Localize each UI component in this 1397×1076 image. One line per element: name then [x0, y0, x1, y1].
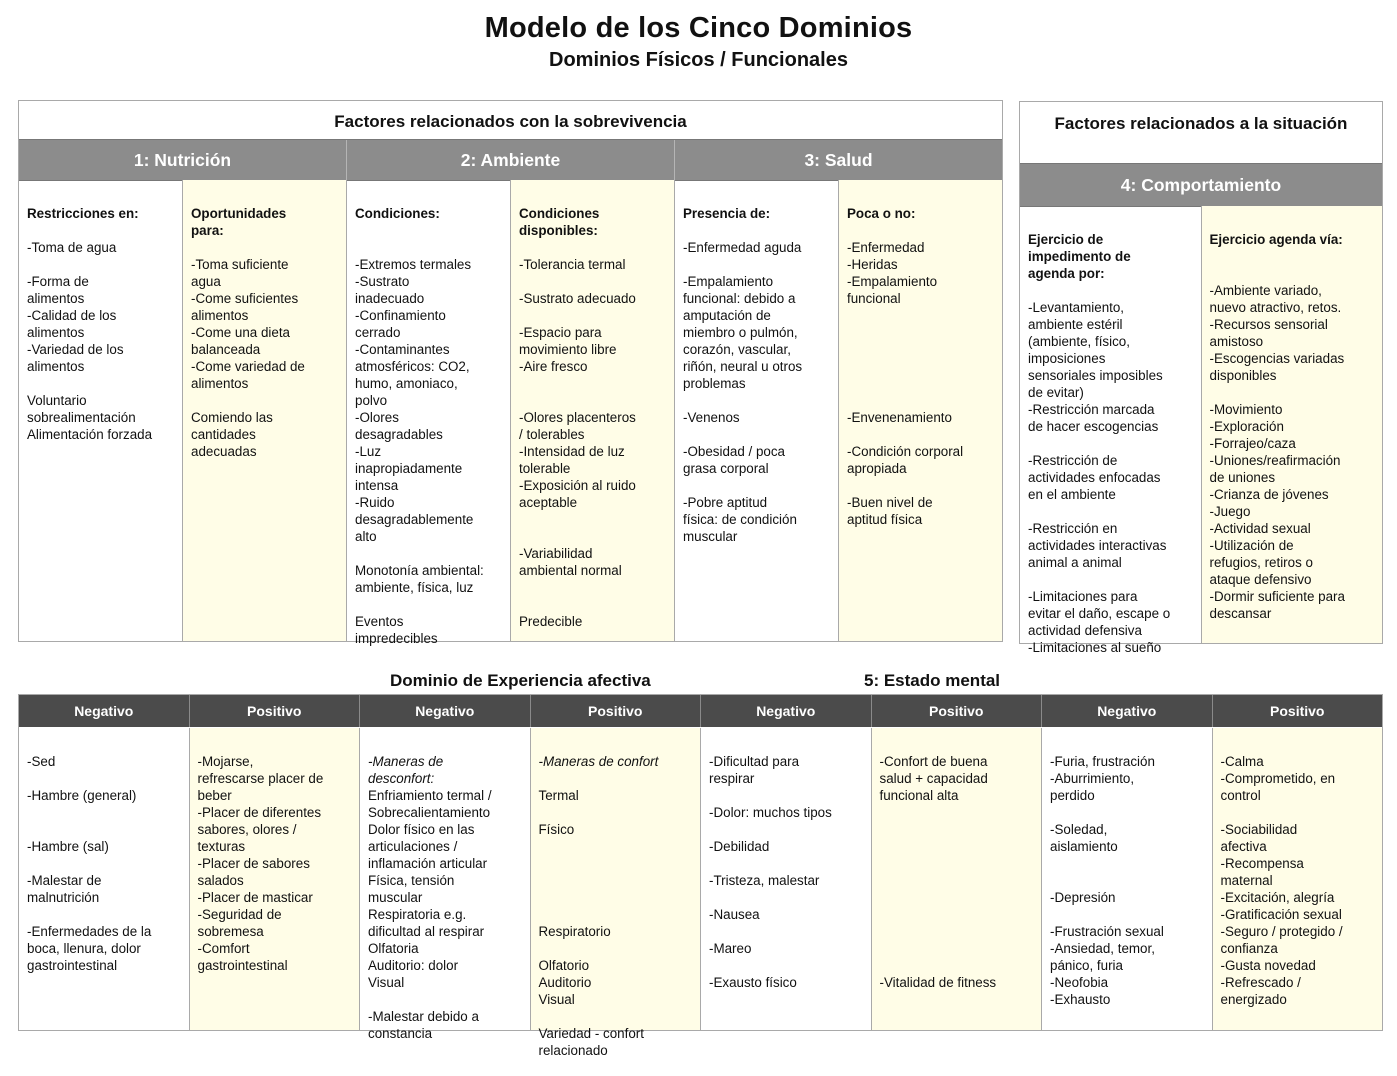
column-body: -Sed -Hambre (general) -Hambre (sal) -Malestar de malnutrición -Enfermedades de la boca, llenura, dolor gastrointestinal — [27, 754, 152, 973]
column-body: -Toma de agua -Forma de alimentos -Calidad de los alimentos -Variedad de los alimentos Voluntario sobrealimentación Alimentación forzada — [27, 240, 153, 442]
column-body: -Tolerancia termal -Sustrato adecuado -Espacio para movimiento libre -Aire fresco -Olores placenteros / tolerables -Intensidad de luz tolerable -Exposición al ruido aceptable -Variabilidad ambiental normal Predecible — [519, 257, 636, 629]
negative-header: Negativo — [700, 695, 871, 727]
affect-behavior-negative-col — [1041, 728, 1212, 1030]
affective-columns — [19, 728, 1382, 1058]
affect-environment-negative-col — [359, 728, 530, 1041]
column-body: -Enfermedad -Heridas -Empalamiento funcional -Envenenamiento -Condición corporal apropiada -Buen nivel de aptitud física — [847, 240, 964, 527]
column-header: Poca o no: — [847, 206, 916, 221]
survival-panel-title: Factores relacionados con la sobrevivencia — [334, 112, 687, 131]
nutrition-opportunities-col — [182, 180, 346, 641]
health-presence-col — [674, 180, 838, 641]
situation-columns — [1020, 206, 1382, 655]
mental-state-heading: 5: Estado mental — [864, 671, 1001, 690]
column-body: -Furia, frustración -Aburrimiento, perdido -Soledad, aislamiento -Depresión -Frustración sexual -Ansiedad, temor, pánico, furia -Neofobia -Exhausto — [1050, 754, 1164, 1007]
column-lead: -Maneras de confort — [538, 754, 659, 769]
situation-panel-title: Factores relacionados a la situación — [1054, 114, 1348, 133]
column-lead: -Maneras de desconfort: — [368, 754, 444, 786]
affect-nutrition-negative-col — [19, 728, 189, 1030]
page-title: Modelo de los Cinco Dominios — [484, 12, 913, 44]
column-body: -Enfermedad aguda -Empalamiento funcional: debido a amputación de miembro o pulmón, corazón, vascular, riñón, neural u otros problemas -Venenos -Obesidad / poca grasa corporal -Pobre aptitud física: de condición muscular — [683, 240, 803, 544]
column-body: -Extremos termales -Sustrato inadecuado -Confinamiento cerrado -Contaminantes atmosféricos: CO2, humo, amoniaco, polvo -Olores desagradables -Luz inapropiadamente intensa -Ruido desagradablemente alto Monotonía ambiental: ambiente, física, luz Eventos impredecibles — [355, 257, 484, 646]
positive-header: Positivo — [1212, 695, 1383, 727]
column-header: Condiciones disponibles: — [519, 206, 600, 238]
negative-header: Negativo — [1041, 695, 1212, 727]
column-header: Ejercicio agenda vía: — [1209, 232, 1343, 247]
affect-health-negative-col — [700, 728, 871, 1030]
column-body: -Calma -Comprometido, en control -Sociabilidad afectiva -Recompensa maternal -Excitación, alegría -Gratificación sexual -Seguro / protegido / confianza -Gusta novedad -Refrescado / energizado — [1220, 754, 1343, 1007]
column-body: -Toma suficiente agua -Come suficientes alimentos -Come una dieta balanceada -Come variedad de alimentos Comiendo las cantidades adecuadas — [191, 257, 305, 459]
column-header: Ejercicio de impedimento de agenda por: — [1028, 232, 1131, 281]
affect-health-positive-col — [871, 728, 1042, 1030]
affect-behavior-positive-col — [1212, 728, 1383, 1030]
positive-header: Positivo — [871, 695, 1042, 727]
situation-panel — [1019, 101, 1383, 655]
survival-columns — [19, 180, 1002, 646]
column-body: -Mojarse, refrescarse placer de beber -Placer de diferentes sabores, olores / texturas -Placer de sabores salados -Placer de masticar -Seguridad de sobremesa -Comfort gastrointestinal — [197, 754, 324, 973]
affective-domain-heading: Dominio de Experiencia afectiva — [390, 671, 651, 690]
negative-header: Negativo — [74, 703, 134, 719]
column-body: Termal Físico Respiratorio Olfatorio Auditorio Visual Variedad - confort relacionado — [538, 788, 644, 1058]
health-little-or-none-col — [838, 180, 1002, 641]
domain-behavior: 4: Comportamiento — [1120, 174, 1282, 195]
column-header: Condiciones: — [355, 206, 440, 221]
behavior-domain-band — [1020, 163, 1382, 207]
positive-header: Positivo — [530, 695, 701, 727]
positive-header: Positivo — [189, 695, 360, 727]
behavior-agency-col — [1201, 206, 1383, 643]
affect-environment-positive-col — [530, 728, 701, 1058]
column-header: Restricciones en: — [27, 206, 139, 221]
column-body: Enfriamiento termal / Sobrecalientamiento Dolor físico en las articulaciones / inflamación articular Física, tensión muscular Respiratoria e.g. dificultad al respirar Olfatoria Auditorio: dolor Visual -Malestar debido a constancia — [368, 788, 492, 1041]
domain-health: 3: Salud — [674, 140, 1002, 180]
affect-nutrition-positive-col — [189, 728, 360, 1030]
column-body: -Ambiente variado, nuevo atractivo, retos. -Recursos sensorial amistoso -Escogencias variadas disponibles -Movimiento -Exploración -Forrajeo/caza -Uniones/reafirmación de uniones -Crianza de jóvenes -Juego -Actividad sexual -Utilización de refugios, retiros o ataque defensivo -Dormir suficiente para descansar — [1209, 283, 1345, 621]
behavior-impediment-col — [1020, 206, 1201, 655]
domain-environment: 2: Ambiente — [346, 140, 674, 180]
environment-conditions-col — [346, 180, 510, 646]
survival-domain-band — [19, 139, 1002, 181]
column-body: -Confort de buena salud + capacidad funcional alta -Vitalidad de fitness — [879, 754, 997, 990]
column-header: Oportunidades para: — [191, 206, 287, 238]
page-subtitle: Dominios Físicos / Funcionales — [549, 49, 848, 71]
column-body: -Levantamiento, ambiente estéril (ambiente, físico, imposiciones sensoriales imposibles de evitar) -Restricción marcada de hacer escogencias -Restricción de actividades enfocadas en el ambiente -Restricción en actividades interactivas animal a animal -Limitaciones para evitar el daño, escape o actividad defensiva -Limitaciones al sueño — [1028, 300, 1171, 655]
affective-header-band — [19, 695, 1382, 727]
negative-header: Negativo — [359, 695, 530, 727]
column-header: Presencia de: — [683, 206, 771, 221]
survival-panel — [18, 100, 1003, 646]
column-body: -Dificultad para respirar -Dolor: muchos tipos -Debilidad -Tristeza, malestar -Nausea -Mareo -Exausto físico — [709, 754, 832, 990]
affective-panel — [18, 694, 1383, 1058]
environment-available-col — [510, 180, 674, 641]
domain-nutrition: 1: Nutrición — [133, 149, 232, 170]
nutrition-restrictions-col — [19, 180, 182, 641]
